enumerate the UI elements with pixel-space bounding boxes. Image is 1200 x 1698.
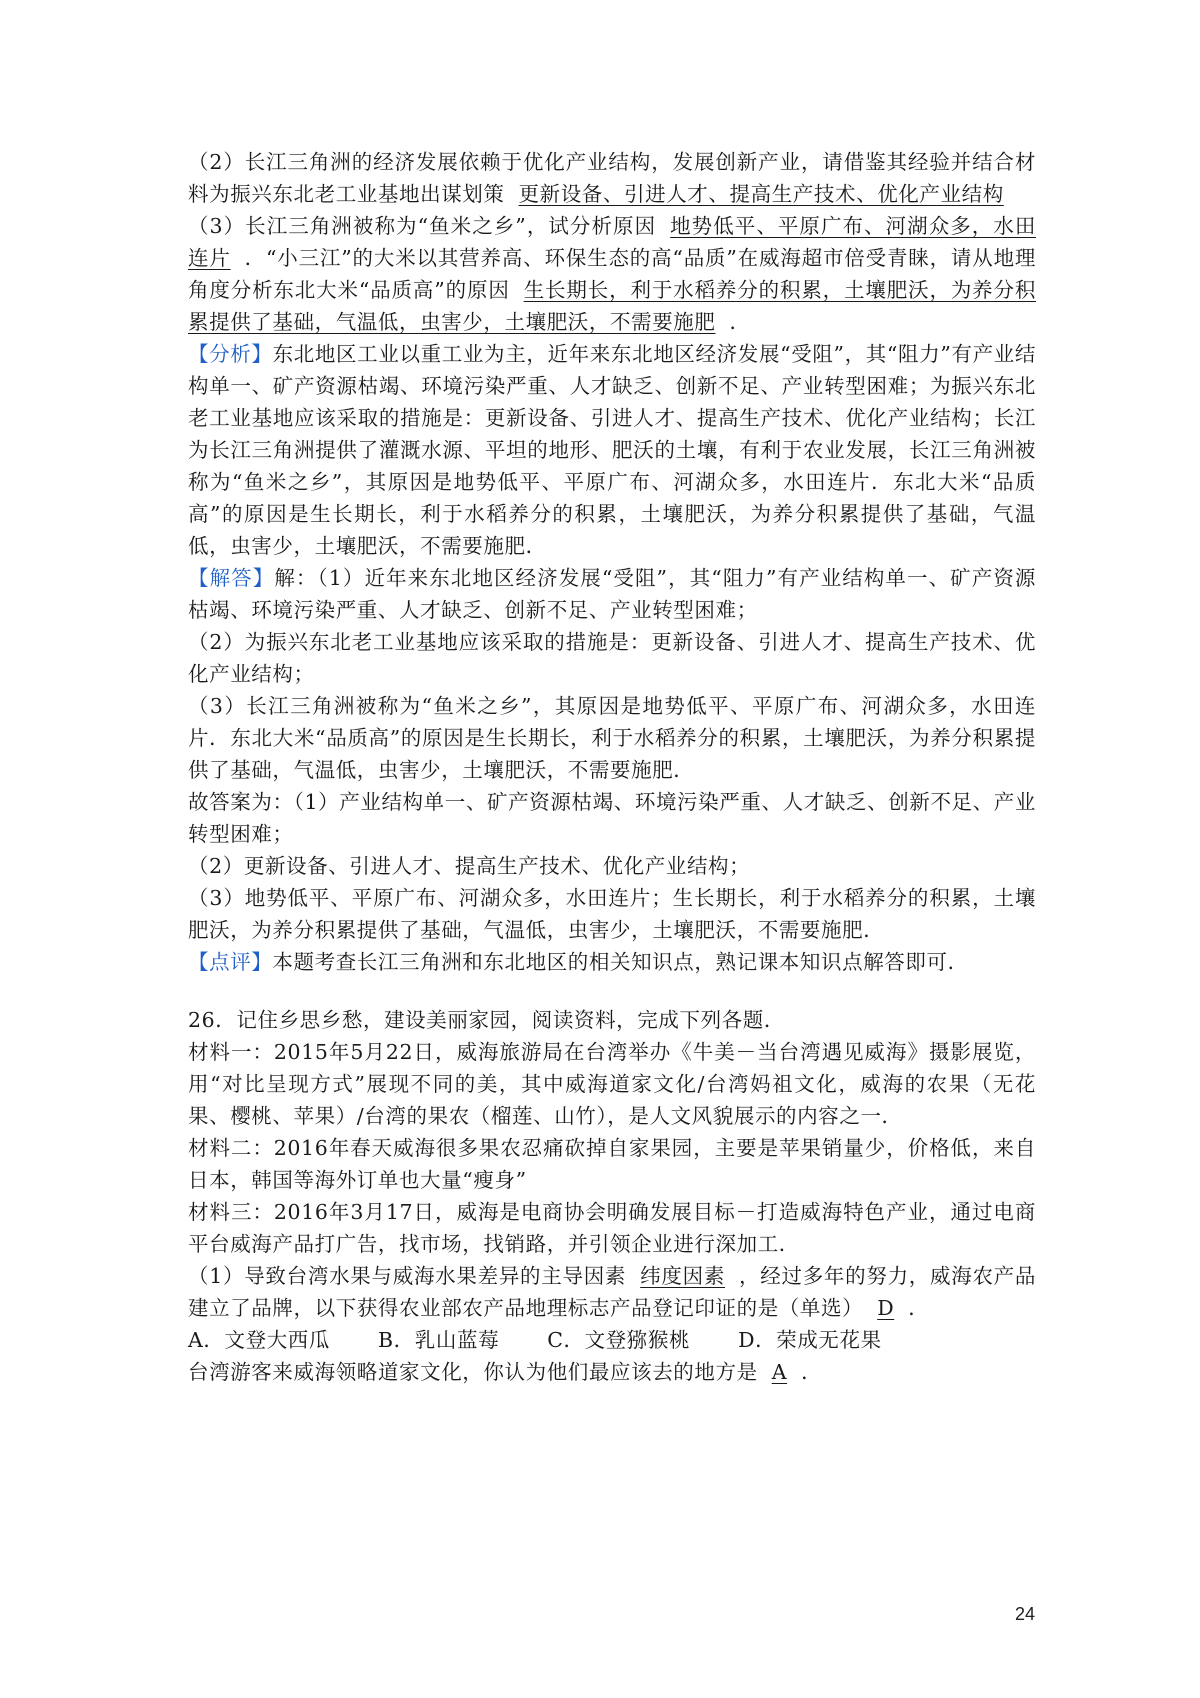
q25-part2: （2）长江三角洲的经济发展依赖于优化产业结构，发展创新产业，请借鉴其经验并结合材料为振兴东北老工业基地出谋划策 更新设备、引进人才、提高生产技术、优化产业结构 [188,150,1036,206]
answer-blank: D [877,1296,895,1320]
material-2: 材料二：2016年春天威海很多果农忍痛砍掉自家果园，主要是苹果销量少，价格低，来自日本，韩国等海外订单也大量“瘦身” [188,1136,1036,1192]
answer-blank: 纬度因素 [640,1264,726,1288]
final-answer-line: （2）更新设备、引进人才、提高生产技术、优化产业结构； [188,854,751,878]
solution-line: （3）长江三角洲被称为“鱼米之乡”，其原因是地势低平、平原广布、河湖众多，水田连片．东北大米“品质高”的原因是生长期长，利于水稻养分的积累，土壤肥沃，为养分积累提供了基础，气温低，虫害少，土壤肥沃，不需要施肥． [188,694,1036,782]
option-c: C．文登猕猴桃 [547,1328,691,1352]
q26-part1: （1）导致台湾水果与威海水果差异的主导因素 纬度因素 ，经过多年的努力，威海农产品建立了品牌，以下获得农业部农产品地理标志产品登记印证的是（单选） D ． [188,1264,1036,1320]
option-b: B．乳山蓝莓 [378,1328,500,1352]
answer-blank: 生长期长，利于水稻养分的积累，土壤肥沃，为养分积累提供了基础，气温低，虫害少，土壤肥沃，不需要施肥 [188,278,1037,334]
material-3: 材料三：2016年3月17日，威海是电商协会明确发展目标－打造威海特色产业，通过电商平台威海产品打广告，找市场，找销路，并引领企业进行深加工． [188,1200,1036,1256]
answer-blank: 更新设备、引进人才、提高生产技术、优化产业结构 [518,182,1004,206]
final-answer-line: 故答案为：（1）产业结构单一、矿产资源枯竭、环境污染严重、人才缺乏、创新不足、产业转型困难； [188,790,1036,846]
solution-line: （2）为振兴东北老工业基地应该采取的措施是：更新设备、引进人才、提高生产技术、优化产业结构； [188,630,1036,686]
analysis-section: 【分析】东北地区工业以重工业为主，近年来东北地区经济发展“受阻”，其“阻力”有产业结构单一、矿产资源枯竭、环境污染严重、人才缺乏、创新不足、产业转型困难；为振兴东北老工业基地应该采取的措施是：更新设备、引进人才、提高生产技术、优化产业结构；长江为长江三角洲提供了灌溉水源、平坦的地形、肥沃的土壤，有利于农业发展，长江三角洲被称为“鱼米之乡”，其原因是地势低平、平原广布、河湖众多，水田连片．东北大米“品质高”的原因是生长期长，利于水稻养分的积累，土壤肥沃，为养分积累提供了基础，气温低，虫害少，土壤肥沃，不需要施肥． [188,342,1037,558]
q25-part3: （3）长江三角洲被称为“鱼米之乡”，试分析原因 地势低平、平原广布、河湖众多，水田连片 ．“小三江”的大米以其营养高、环保生态的高“品质”在威海超市倍受青睐，请从地理角度分析东北大米“品质高”的原因 生长期长，利于水稻养分的积累，土壤肥沃，为养分积累提供了基础，气温低，虫害少，土壤肥沃，不需要施肥 ． [188,214,1037,334]
options-row [188,1324,1036,1356]
review-section: 【点评】本题考查长江三角洲和东北地区的相关知识点，熟记课本知识点解答即可． [188,950,969,974]
analysis-tag: 【分析】 [188,342,273,366]
document-body [188,146,1036,1388]
material-1: 材料一：2015年5月22日，威海旅游局在台湾举办《牛美－当台湾遇见威海》摄影展览，用“对比呈现方式”展现不同的美，其中威海道家文化/台湾妈祖文化，威海的农果（无花果、樱桃、苹果）/台湾的果农（榴莲、山竹），是人文风貌展示的内容之一． [188,1040,1036,1128]
review-tag: 【点评】 [188,950,273,974]
answer-blank: 地势低平、平原广布、河湖众多，水田连片 [188,214,1036,270]
solution-section: 【解答】解：（1）近年来东北地区经济发展“受阻”，其“阻力”有产业结构单一、矿产资源枯竭、环境污染严重、人才缺乏、创新不足、产业转型困难； [188,566,1036,622]
option-a: A．文登大西瓜 [188,1328,331,1352]
solution-tag: 【解答】 [188,566,275,590]
page-number: 24 [1014,1604,1035,1624]
answer-blank: A [771,1360,788,1384]
final-answer-line: （3）地势低平、平原广布、河湖众多，水田连片；生长期长，利于水稻养分的积累，土壤肥沃，为养分积累提供了基础，气温低，虫害少，土壤肥沃，不需要施肥． [188,886,1036,942]
q26-title: 26．记住乡思乡愁，建设美丽家园，阅读资料，完成下列各题． [188,1008,785,1032]
option-d: D．荣成无花果 [738,1328,882,1352]
q26-part1b: 台湾游客来威海领略道家文化，你认为他们最应该去的地方是 A ． [188,1360,823,1384]
